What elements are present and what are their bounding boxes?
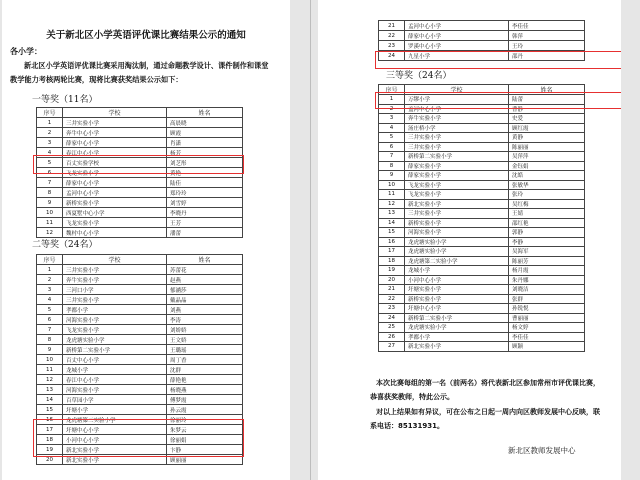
- row-name: 李佳佳: [509, 21, 585, 31]
- row-number: 5: [37, 305, 63, 315]
- table-row: [379, 190, 585, 200]
- row-name: 刘娇娇: [167, 325, 243, 335]
- row-school: 圩塘中心小学: [63, 425, 167, 435]
- row-school: 圩塘实验小学: [405, 285, 509, 295]
- table-row: [37, 335, 243, 345]
- row-school: 薛家中心小学: [63, 138, 167, 148]
- table-row: [37, 208, 243, 218]
- row-school: 龙虎塘实验小学: [63, 335, 167, 345]
- row-school: 飞龙实验小学: [405, 180, 509, 190]
- table-row: [379, 304, 585, 314]
- table-row: [379, 228, 585, 238]
- row-school: 龙虎塘实验小学: [405, 323, 509, 333]
- table-row: [379, 31, 585, 41]
- row-number: 16: [37, 415, 63, 425]
- row-number: 10: [37, 208, 63, 218]
- row-number: 7: [37, 178, 63, 188]
- row-number: 2: [37, 128, 63, 138]
- row-name: 孙锐悦: [509, 304, 585, 314]
- row-name: 吴红梅: [509, 199, 585, 209]
- row-school: 河海实验小学: [63, 315, 167, 325]
- table-row: [379, 114, 585, 124]
- row-number: 7: [37, 325, 63, 335]
- row-school: 新桥第二实验小学: [63, 345, 167, 355]
- row-number: 24: [379, 313, 405, 323]
- table-row: [379, 294, 585, 304]
- table-row: [37, 355, 243, 365]
- row-name: 陈丽芳: [509, 256, 585, 266]
- row-number: 27: [379, 342, 405, 352]
- row-school: 新北实验小学: [405, 342, 509, 352]
- row-number: 15: [379, 228, 405, 238]
- table-row: [37, 305, 243, 315]
- row-name: 朱梦云: [167, 425, 243, 435]
- table-row: [37, 365, 243, 375]
- row-school: 河海实验小学: [405, 228, 509, 238]
- row-name: 赵燕: [167, 275, 243, 285]
- third-prize-table: [378, 84, 585, 352]
- row-school: 孟河中心小学: [63, 188, 167, 198]
- table-row: [37, 345, 243, 355]
- table-header-row: [37, 108, 243, 118]
- row-school: 飞龙实验小学: [405, 190, 509, 200]
- col-no-header: 序号: [379, 85, 405, 95]
- row-school: 飞龙实验小学: [63, 168, 167, 178]
- row-school: 三井实验小学: [63, 118, 167, 128]
- row-school: 龙虎塘实验小学: [405, 237, 509, 247]
- row-number: 12: [37, 228, 63, 238]
- second-prize-table-continued: [378, 20, 585, 61]
- document-page-left: [2, 0, 290, 480]
- row-name: 郑玲玲: [167, 188, 243, 198]
- row-school: 奔牛实验小学: [405, 114, 509, 124]
- row-name: 顾霞: [167, 128, 243, 138]
- row-number: 10: [379, 180, 405, 190]
- row-name: 李佳佳: [509, 332, 585, 342]
- row-number: 14: [37, 395, 63, 405]
- table-row: [37, 295, 243, 305]
- row-name: 顾丽丽: [167, 455, 243, 465]
- row-number: 4: [37, 148, 63, 158]
- col-name-header: 姓名: [509, 85, 585, 95]
- table-row: [379, 41, 585, 51]
- table-row: [379, 123, 585, 133]
- row-number: 26: [379, 332, 405, 342]
- row-number: 9: [37, 198, 63, 208]
- row-name: 邵红艳: [509, 218, 585, 228]
- row-school: 孟河中心小学: [405, 104, 509, 114]
- row-number: 22: [379, 31, 405, 41]
- row-name: 张敏华: [509, 180, 585, 190]
- table-row: [37, 148, 243, 158]
- table-row: [379, 161, 585, 171]
- row-school: 三井实验小学: [405, 133, 509, 143]
- row-number: 3: [37, 285, 63, 295]
- row-name: 薛艳艳: [167, 375, 243, 385]
- row-number: 12: [379, 199, 405, 209]
- row-number: 8: [37, 188, 63, 198]
- table-row: [37, 405, 243, 415]
- row-name: 刘晓洁: [509, 285, 585, 295]
- second-prize-table: [36, 254, 243, 465]
- row-name: 沈皓: [509, 171, 585, 181]
- row-school: 飞龙实验小学: [63, 325, 167, 335]
- footer-line-1: 本次比赛每组的第一名（前两名）将代表新北区参加常州市评优课比赛，: [376, 379, 600, 387]
- row-school: 奔牛实验小学: [63, 275, 167, 285]
- row-name: 杨芳: [167, 148, 243, 158]
- row-number: 21: [379, 285, 405, 295]
- row-number: 7: [379, 152, 405, 162]
- col-no-header: 序号: [37, 108, 63, 118]
- table-row: [37, 385, 243, 395]
- row-name: 沈群: [167, 365, 243, 375]
- table-row: [379, 247, 585, 257]
- footer-line-2: 恭喜获奖教师，特此公示。: [370, 393, 454, 401]
- row-name: 苏蕾花: [167, 265, 243, 275]
- row-school: 百丈中心小学: [63, 355, 167, 365]
- row-number: 20: [379, 275, 405, 285]
- row-school: 春江中心小学: [63, 375, 167, 385]
- col-school-header: 学校: [63, 255, 167, 265]
- col-school-header: 学校: [405, 85, 509, 95]
- row-school: 新桥第二实验小学: [405, 313, 509, 323]
- row-name: 李涛: [167, 315, 243, 325]
- row-name: 刘雪婷: [167, 198, 243, 208]
- row-name: 卞静: [167, 445, 243, 455]
- row-school: 圩塘中心小学: [405, 304, 509, 314]
- row-school: 春江中心小学: [63, 148, 167, 158]
- row-number: 19: [379, 266, 405, 276]
- row-school: 孝都小学: [405, 332, 509, 342]
- table-row: [37, 315, 243, 325]
- row-name: 黄静: [509, 133, 585, 143]
- table-row: [37, 325, 243, 335]
- intro-paragraph: 新北区小学英语评优课比赛采用淘汰制，通过命题教学设计、课件制作和课堂教学能力考核两轮比赛，现将比赛获奖结果公示如下：: [10, 61, 269, 84]
- first-prize-table: [36, 107, 243, 238]
- page-gap-divider: [310, 0, 311, 480]
- row-school: 奔牛中心小学: [63, 128, 167, 138]
- row-school: 薛家中心小学: [405, 31, 509, 41]
- row-name: 陈丽丽: [509, 142, 585, 152]
- table-row: [379, 342, 585, 352]
- row-name: 顾红霞: [509, 123, 585, 133]
- row-number: 21: [379, 21, 405, 31]
- row-number: 19: [37, 445, 63, 455]
- row-name: 傅梦霞: [167, 395, 243, 405]
- row-number: 17: [37, 425, 63, 435]
- row-number: 18: [37, 435, 63, 445]
- row-number: 16: [379, 237, 405, 247]
- table-row: [37, 415, 243, 425]
- table-row: [37, 128, 243, 138]
- row-school: 万缪小学: [405, 95, 509, 105]
- table-row: [37, 435, 243, 445]
- row-name: 戴晶晶: [167, 295, 243, 305]
- row-number: 23: [379, 304, 405, 314]
- row-school: 三井实验小学: [63, 265, 167, 275]
- row-school: 三井实验小学: [405, 142, 509, 152]
- row-name: 陆佳: [167, 178, 243, 188]
- table-row: [37, 188, 243, 198]
- table-row: [37, 178, 243, 188]
- row-name: 张玲: [509, 190, 585, 200]
- footer-line-4: 系电话：85131931。: [370, 422, 444, 430]
- row-school: 新桥实验小学: [63, 198, 167, 208]
- table-row: [379, 237, 585, 247]
- table-row: [37, 275, 243, 285]
- third-prize-heading: 三等奖（24名）: [386, 71, 452, 81]
- row-name: 吴萍萍: [509, 152, 585, 162]
- row-number: 1: [37, 118, 63, 128]
- table-row: [37, 218, 243, 228]
- row-number: 5: [379, 133, 405, 143]
- table-row: [379, 332, 585, 342]
- col-name-header: 姓名: [167, 108, 243, 118]
- table-row: [37, 198, 243, 208]
- row-name: 高晨晓: [167, 118, 243, 128]
- row-name: 史爱: [509, 114, 585, 124]
- row-name: 刘燕: [167, 305, 243, 315]
- row-name: 肖潇: [167, 138, 243, 148]
- row-number: 2: [37, 275, 63, 285]
- table-row: [379, 199, 585, 209]
- row-school: 小河中心小学: [63, 435, 167, 445]
- table-row: [379, 180, 585, 190]
- table-row: [379, 313, 585, 323]
- row-name: 徐丽娟: [167, 435, 243, 445]
- row-school: 魏村中心小学: [63, 228, 167, 238]
- table-row: [379, 256, 585, 266]
- table-row: [37, 138, 243, 148]
- row-school: 薛家中心小学: [63, 178, 167, 188]
- row-number: 6: [379, 142, 405, 152]
- row-name: 曹丽丽: [509, 313, 585, 323]
- table-header-row: [379, 85, 585, 95]
- row-name: 杨月霞: [509, 266, 585, 276]
- row-school: 圩塘小学: [63, 405, 167, 415]
- row-name: 孙云霞: [167, 405, 243, 415]
- row-number: 8: [379, 161, 405, 171]
- row-number: 14: [379, 218, 405, 228]
- table-row: [379, 104, 585, 114]
- row-school: 三河口小学: [63, 285, 167, 295]
- row-school: 飞龙实验小学: [63, 218, 167, 228]
- row-number: 5: [37, 158, 63, 168]
- table-row: [37, 425, 243, 435]
- row-school: 薛家实验小学: [405, 161, 509, 171]
- row-school: 三井实验小学: [63, 295, 167, 305]
- row-school: 新北实验小学: [63, 445, 167, 455]
- table-row: [37, 445, 243, 455]
- table-row: [37, 395, 243, 405]
- table-row: [37, 375, 243, 385]
- footer-line-3: 对以上结果如有异议，可在公布之日起一周内向区教师发展中心反映，联: [376, 408, 600, 416]
- row-name: 杨晓燕: [167, 385, 243, 395]
- row-number: 2: [379, 104, 405, 114]
- row-school: 西夏墅中心小学: [63, 208, 167, 218]
- row-school: 孟河中心小学: [405, 21, 509, 31]
- row-number: 10: [37, 355, 63, 365]
- row-number: 22: [379, 294, 405, 304]
- row-number: 20: [37, 455, 63, 465]
- row-number: 9: [37, 345, 63, 355]
- row-school: 新桥实验小学: [405, 294, 509, 304]
- table-row: [37, 285, 243, 295]
- row-number: 1: [379, 95, 405, 105]
- row-name: 杨文婷: [509, 323, 585, 333]
- table-row: [379, 323, 585, 333]
- row-number: 1: [37, 265, 63, 275]
- row-number: 11: [37, 365, 63, 375]
- row-school: 新桥实验小学: [405, 218, 509, 228]
- row-name: 张群: [509, 294, 585, 304]
- notice-title: 关于新北区小学英语评优课比赛结果公示的通知: [46, 30, 246, 41]
- document-page-right: [318, 0, 621, 480]
- col-school-header: 学校: [63, 108, 167, 118]
- row-number: 3: [379, 114, 405, 124]
- row-school: 罗溪中心小学: [405, 41, 509, 51]
- row-name: 朱丹娜: [509, 275, 585, 285]
- row-name: 黄艳: [167, 168, 243, 178]
- row-number: 23: [379, 41, 405, 51]
- row-school: 九星小学: [405, 51, 509, 61]
- table-row: [37, 158, 243, 168]
- row-school: 龙城小学: [405, 266, 509, 276]
- row-name: 潘蕾: [167, 228, 243, 238]
- row-school: 孝都小学: [63, 305, 167, 315]
- col-no-header: 序号: [37, 255, 63, 265]
- table-row: [37, 228, 243, 238]
- row-school: 新北实验小学: [405, 199, 509, 209]
- row-name: 韩萍: [509, 31, 585, 41]
- row-name: 曹静: [509, 104, 585, 114]
- row-name: 吴海军: [509, 247, 585, 257]
- row-name: 徐丽玲: [167, 415, 243, 425]
- table-row: [37, 168, 243, 178]
- row-name: 郭静: [509, 228, 585, 238]
- row-name: 顾颖: [509, 342, 585, 352]
- row-number: 12: [37, 375, 63, 385]
- table-row: [379, 266, 585, 276]
- table-row: [379, 218, 585, 228]
- row-school: 龙虎塘第二实验小学: [405, 256, 509, 266]
- row-school: 龙虎塘第二实验小学: [63, 415, 167, 425]
- row-number: 18: [379, 256, 405, 266]
- row-number: 3: [37, 138, 63, 148]
- table-row: [37, 118, 243, 128]
- row-number: 9: [379, 171, 405, 181]
- row-name: 周丁香: [167, 355, 243, 365]
- table-row: [379, 275, 585, 285]
- row-name: 刘芝彤: [167, 158, 243, 168]
- row-school: 小河中心小学: [405, 275, 509, 285]
- row-school: 龙城小学: [63, 365, 167, 375]
- row-school: 龙虎塘实验小学: [405, 247, 509, 257]
- row-name: 李静: [509, 237, 585, 247]
- row-number: 8: [37, 335, 63, 345]
- table-row: [379, 21, 585, 31]
- row-name: 邵丹: [509, 51, 585, 61]
- table-row: [379, 133, 585, 143]
- table-row: [37, 265, 243, 275]
- row-number: 6: [37, 315, 63, 325]
- row-name: 郁涵莎: [167, 285, 243, 295]
- row-school: 汤庄桥小学: [405, 123, 509, 133]
- row-name: 王璐瑶: [167, 345, 243, 355]
- table-row: [379, 142, 585, 152]
- table-row: [379, 171, 585, 181]
- signature: 新北区教师发展中心: [508, 446, 576, 455]
- row-number: 15: [37, 405, 63, 415]
- row-school: 河海实验小学: [63, 385, 167, 395]
- row-school: 百丈实验学校: [63, 158, 167, 168]
- row-name: 陆蕾: [509, 95, 585, 105]
- table-row: [379, 285, 585, 295]
- row-number: 6: [37, 168, 63, 178]
- row-school: 新桥第二实验小学: [405, 152, 509, 162]
- row-number: 13: [379, 209, 405, 219]
- row-number: 4: [379, 123, 405, 133]
- table-row: [379, 152, 585, 162]
- row-name: 王玲: [509, 41, 585, 51]
- row-name: 金钰娟: [509, 161, 585, 171]
- table-row: [379, 95, 585, 105]
- table-row: [379, 209, 585, 219]
- row-number: 17: [379, 247, 405, 257]
- first-prize-heading: 一等奖（11名）: [32, 95, 98, 105]
- row-number: 25: [379, 323, 405, 333]
- row-number: 11: [37, 218, 63, 228]
- row-name: 王婧: [509, 209, 585, 219]
- row-name: 李晓丹: [167, 208, 243, 218]
- row-number: 13: [37, 385, 63, 395]
- row-number: 24: [379, 51, 405, 61]
- row-school: 三井实验小学: [405, 209, 509, 219]
- second-prize-heading: 二等奖（24名）: [32, 240, 98, 250]
- table-row: [379, 51, 585, 61]
- table-header-row: [37, 255, 243, 265]
- greeting: 各小学：: [10, 47, 42, 56]
- row-school: 百草园小学: [63, 395, 167, 405]
- row-number: 11: [379, 190, 405, 200]
- row-name: 王文娇: [167, 335, 243, 345]
- row-number: 4: [37, 295, 63, 305]
- row-school: 薛家实验小学: [405, 171, 509, 181]
- row-school: 新北实验小学: [63, 455, 167, 465]
- table-row: [37, 455, 243, 465]
- col-name-header: 姓名: [167, 255, 243, 265]
- row-name: 王芳: [167, 218, 243, 228]
